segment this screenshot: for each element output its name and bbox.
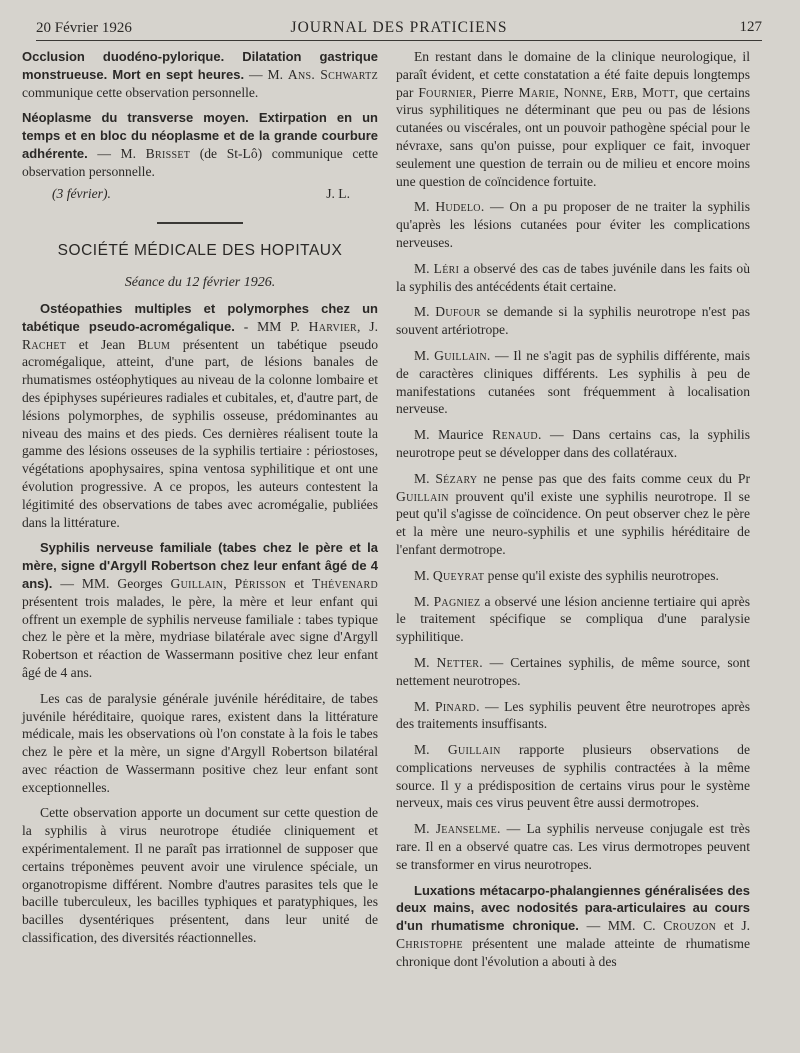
- text-span: et: [286, 575, 313, 591]
- article-syphilis-familiale: [22, 539, 378, 681]
- author-name: Hudelo: [435, 199, 481, 215]
- author-name: Guillain: [396, 488, 449, 504]
- author-name: Netter: [436, 654, 480, 670]
- author-name: Fournier: [418, 84, 473, 100]
- author-name: Renaud: [492, 427, 538, 443]
- discussion-sezary: [396, 470, 750, 559]
- text-span: M.: [414, 593, 434, 609]
- author-name: Pinard: [435, 698, 477, 714]
- author-name: Ans. Schwartz: [287, 66, 378, 82]
- text-span: M.: [414, 742, 448, 758]
- author-name: Nonne: [563, 84, 603, 100]
- discussion-netter: [396, 654, 750, 690]
- text-span: se demande si la syphilis neurotrope n'est pas souvent artériotrope.: [396, 304, 750, 338]
- paragraph: Cette observation apporte un document sur cette question de la syphilis à virus neurotrope étudiée cliniquement et expérimentalement. Il ne paraît pas irrationnel de supposer que certains tréponèmes peuvent avoir une virulence spéciale, un organotropisme différent. Nombre d'autres parasites tels que le bacille tuberculeux, les bacilles typhiques et paratyphiques, les bacilles dysentériques présentent, dans leur unité de classification, des diversités réactionnelles.: [22, 805, 378, 946]
- paragraph: [396, 48, 750, 190]
- discussion-guillain-2: [396, 741, 750, 812]
- article-title: Occlusion duodéno-pylorique. Dilatation gastrique monstrueuse. Mort en sept heures.: [22, 49, 378, 82]
- author-name: Harvier: [308, 318, 357, 334]
- article-osteopathies: [22, 300, 378, 531]
- paragraph: Les cas de paralysie générale juvénile héréditaire, de tabes juvénile héréditaire, quoique rares, existent dans la littérature médicale, mais les observations où l'on constate à la fois le tabes chez le père et la mère, un signe d'Argyll Robertson bilatéral avec réaction de Wassermann positive chez leur enfant sont exceptionnelles.: [22, 690, 378, 795]
- author-name: Sézary: [435, 470, 478, 486]
- text-span: M.: [414, 347, 435, 363]
- left-column: [22, 48, 378, 947]
- text-span: , J.: [356, 318, 378, 334]
- author-name: Thévenard: [312, 575, 379, 591]
- article-luxations: [396, 882, 750, 971]
- text-span: M. Maurice: [414, 427, 493, 443]
- text-span: M.: [414, 260, 434, 276]
- discussion-pagniez: [396, 593, 750, 646]
- author-name: Blum: [137, 336, 171, 352]
- text-span: . — Les syphilis peuvent être neurotropes après des traitements insuffisants.: [396, 698, 750, 732]
- text-span: . — Dans certains cas, la syphilis neurotrope peut se développer dans des collatéraux.: [396, 427, 750, 460]
- text-span: rapporte plusieurs observations de complications nerveuses de syphilis contractées à la même source. Il y a prédisposition de certains virus pour le système nerveux, mais ces virus peuvent être aussi dermotropes.: [396, 742, 750, 811]
- text-span: M.: [414, 821, 436, 837]
- text-span: présentent un tabétique pseudo acromégalique, atteint, d'une part, de lésions banales de rhumatismes ostéophytiques au niveau de la colonne lombaire et des épiphyses supérieures radiales et cubitales, et, d'autre part, de lésions polymorphes, de syphilis osseuse, prédominantes au niveau des mains et des pieds. Ces dernières réalisent toute la gamme des lésions osseuses de la syphilis tertiaire : périostoses, végétations apophysaires, spina ventosa syphilitique et ont une évolution progressive. A ce propos, les auteurs contestent la légitimité des observations de tabes avec acromégalie, publiées dans la littérature.: [22, 336, 378, 530]
- page-number: 127: [739, 19, 762, 35]
- discussion-guillain: [396, 347, 750, 418]
- section-divider: [157, 222, 243, 224]
- text-span: prouvent qu'il existe une syphilis neurotrope. Il se peut qu'il s'agisse de coïncidence. On peut observer chez le père et la mère une neuro-syphilis et une syphilis héréditaire de l'enfant dermotrope.: [396, 488, 750, 557]
- discussion-hudelo: [396, 198, 750, 251]
- text-span: M.: [414, 698, 436, 714]
- author-name: Périsson: [234, 575, 287, 591]
- text-span: M.: [414, 654, 437, 670]
- author-name: Pagniez: [433, 593, 481, 609]
- article-neoplasme: [22, 109, 378, 180]
- author-name: Brisset: [145, 145, 191, 161]
- text-span: - MM P.: [234, 318, 309, 334]
- discussion-queyrat: [396, 567, 750, 585]
- right-column: [396, 48, 750, 971]
- article-title: Ostéopathies multiples et polymorphes chez un tabétique pseudo-acromégalique.: [22, 300, 378, 334]
- signature-date: (3 février).: [52, 185, 111, 201]
- text-span: — MM. C.: [578, 918, 664, 934]
- author-name: Erb: [611, 84, 634, 100]
- page-header: [36, 18, 762, 41]
- text-span: (de St-Lô) communique cette observation personnelle.: [22, 145, 378, 179]
- author-name: Crouzon: [663, 918, 717, 934]
- author-name: Marie: [518, 84, 556, 100]
- text-span: présentent une malade atteinte de rhumatisme chronique dont l'évolution a abouti à des: [396, 936, 750, 969]
- author-name: Guillain: [170, 575, 224, 591]
- author-name: Christophe: [396, 936, 463, 952]
- text-span: — M.: [87, 145, 146, 161]
- text-span: . — Il ne s'agit pas de syphilis différente, mais de caractères cliniques différents. Les syphilis à peu de manifestations cutanées sont fréquemment à localisation nerveuse.: [396, 347, 750, 417]
- text-span: ,: [602, 84, 612, 100]
- text-span: a observé des cas de tabes juvénile dans les faits où la syphilis des antécédents était certaine.: [396, 260, 751, 294]
- text-span: et J.: [716, 918, 751, 934]
- author-name: Léri: [433, 260, 460, 276]
- article-title: Syphilis nerveuse familiale (tabes chez le père et la mère, signe d'Argyll Robertson chez leur enfant âgé de 4 ans).: [22, 540, 378, 591]
- author-name: Queyrat: [432, 567, 485, 583]
- text-span: pense qu'il existe des syphilis neurotropes.: [484, 567, 719, 583]
- author-name: Mott: [642, 84, 675, 100]
- author-name: Guillain: [434, 347, 487, 363]
- text-span: M.: [414, 470, 436, 486]
- author-name: Rachet: [22, 336, 67, 352]
- header-date: 20 Février 1926: [36, 20, 132, 36]
- text-span: — MM. Georges: [52, 575, 171, 591]
- section-title: SOCIÉTÉ MÉDICALE DES HOPITAUX: [57, 242, 343, 260]
- article-occlusion: [22, 48, 378, 101]
- text-span: ne pense pas que des faits comme ceux du Pr: [477, 470, 750, 486]
- text-span: . — Certaines syphilis, de même source, sont nettement neurotropes.: [396, 654, 750, 688]
- text-span: , que certains virus syphilitiques ne déterminant que peu ou pas de lésions cutanées ou viscérales, ont un pouvoir pathogène spécial pour le névraxe, sans qu'on puisse, pour expliquer ce fait, invoquer seulement une question de terrain ou de milieu et encore moins une question de coïncidence fortuite.: [396, 84, 751, 189]
- discussion-renaud: [396, 426, 750, 462]
- signature-initials: J. L.: [326, 185, 350, 201]
- session-date: Séance du 12 février 1926.: [124, 275, 276, 291]
- signature-line: [22, 185, 378, 203]
- text-span: a observé une lésion ancienne tertiaire qui après le traitement spécifique se compliqua d'une paralysie syphilitique.: [396, 593, 750, 645]
- text-span: et Jean: [66, 336, 138, 352]
- discussion-pinard: [396, 698, 750, 734]
- text-span: . — On a pu proposer de ne traiter la syphilis qu'après les lésions cutanées pour éviter les complications nerveuses.: [396, 199, 750, 250]
- text-span: ,: [223, 575, 235, 591]
- discussion-jeanselme: [396, 820, 750, 873]
- text-span: M.: [414, 304, 436, 320]
- article-title: Néoplasme du transverse moyen. Extirpation en un temps et en bloc du néoplasme et de la grande courbure adhérente.: [22, 110, 378, 161]
- article-title: Luxations métacarpo-phalangiennes généralisées des deux mains, avec nodosités para-articulaires au cours d'un rhumatisme chronique.: [396, 882, 750, 934]
- author-name: Guillain: [447, 742, 501, 758]
- text-span: . — La syphilis nerveuse conjugale est très rare. Il en a observé quatre cas. Les virus dermotropes peuvent se transformer en virus neurotropes.: [396, 821, 750, 872]
- text-span: présentent trois malades, le père, la mère et leur enfant qui offrent un exemple de syphilis nerveuse familiale : tabes typique chez le père et la mère, mydriase bilatérale avec signe d'Argyll Robertson et réaction de Wassermann positive chez leur enfant âgé de 4 ans.: [22, 593, 378, 680]
- text-span: ,: [555, 84, 564, 100]
- discussion-leri: [396, 260, 750, 296]
- text-span: M.: [414, 199, 436, 215]
- text-span: ,: [633, 84, 643, 100]
- author-name: Jeanselme: [435, 821, 498, 837]
- text-span: En restant dans le domaine de la clinique neurologique, il paraît évident, et cette constatation a été faite depuis longtemps par: [396, 49, 750, 100]
- journal-title: JOURNAL DES PRATICIENS: [290, 19, 508, 36]
- text-span: M.: [414, 567, 433, 583]
- author-name: Dufour: [435, 304, 481, 320]
- text-span: — M.: [244, 66, 288, 82]
- discussion-dufour: [396, 303, 750, 339]
- text-span: communique cette observation personnelle.: [22, 84, 259, 100]
- text-span: , Pierre: [472, 84, 519, 100]
